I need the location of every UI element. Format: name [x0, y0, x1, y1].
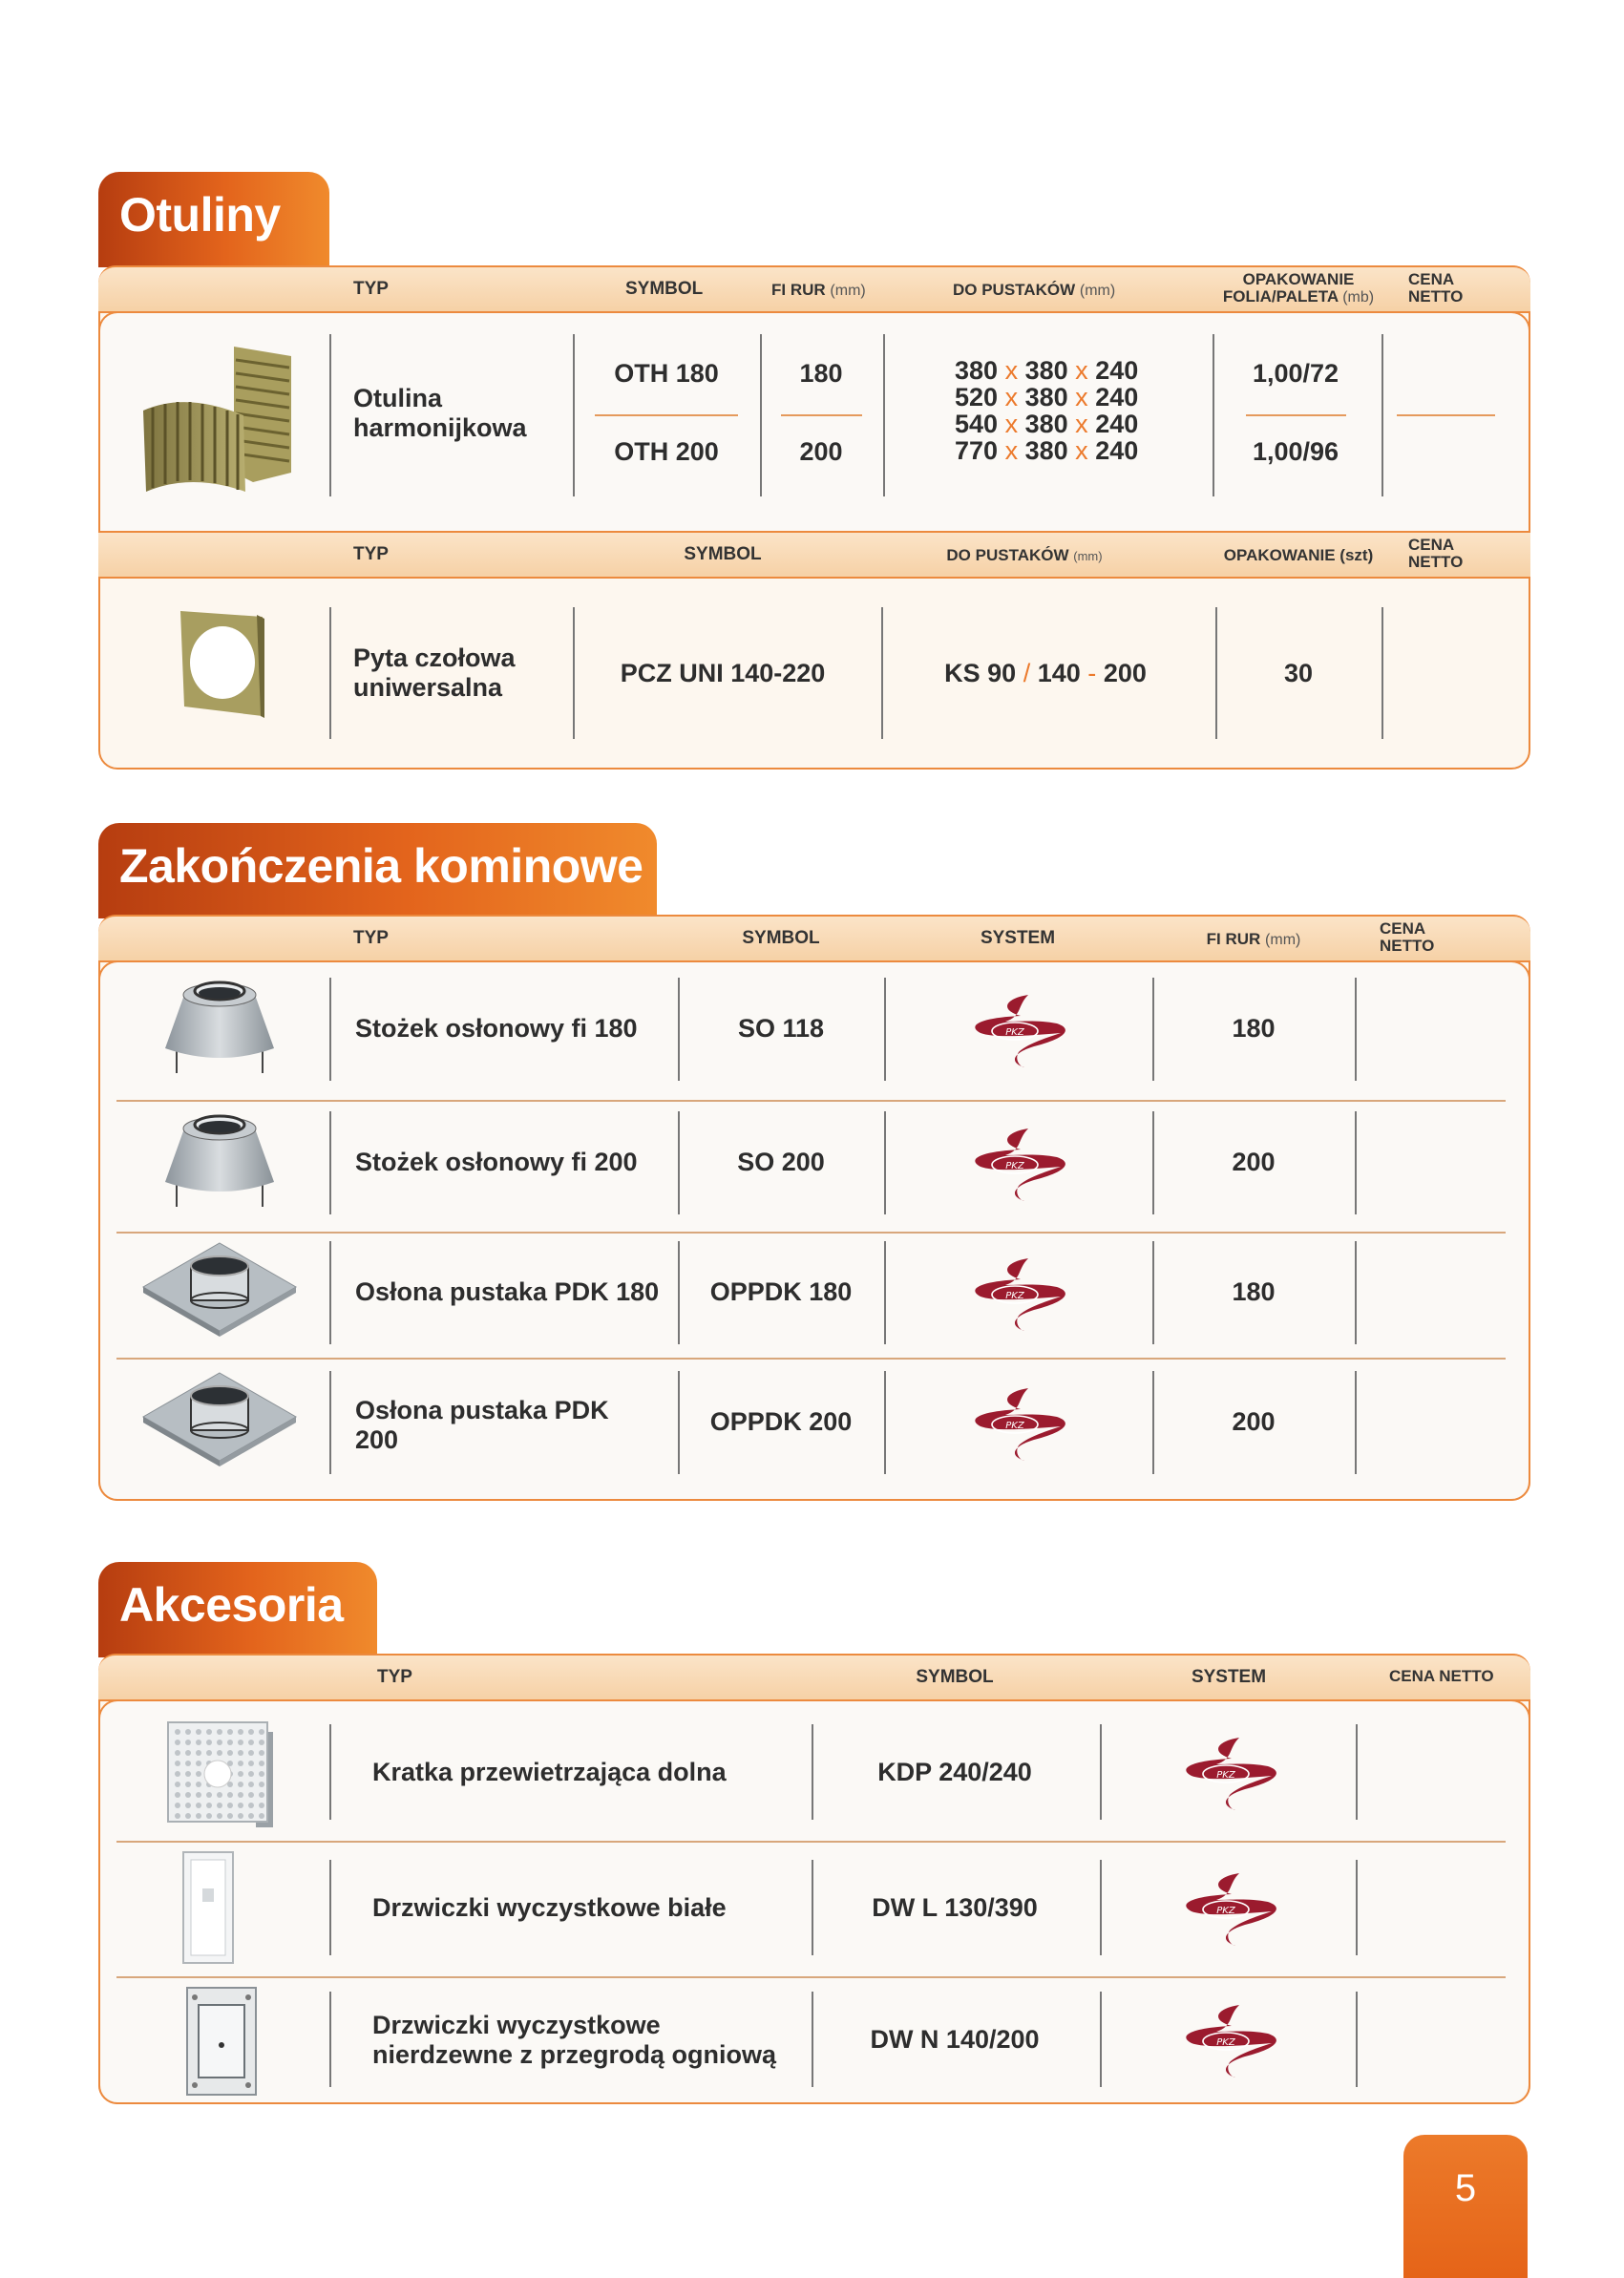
drzwiczki-biale-image	[170, 1850, 246, 1965]
pkz-logo	[961, 1127, 1076, 1203]
section-title-akcesoria: Akcesoria	[98, 1562, 377, 1657]
fi-180: 180	[799, 359, 843, 388]
opakowanie-a: 1,00/72	[1252, 359, 1339, 388]
col-header-typ: TYP	[353, 279, 389, 299]
pkz-logo	[1172, 2003, 1287, 2079]
otulina-harmonijkowa-image	[138, 339, 301, 501]
table-row-symbol: SO 200	[737, 1148, 825, 1176]
kratka-przewietrzajaca-image	[164, 1719, 279, 1833]
col-header-opakowanie: OPAKOWANIE (szt)	[1223, 546, 1374, 564]
col-header-cena: CENA NETTO	[1408, 536, 1464, 571]
col-header-symbol: SYMBOL	[742, 928, 820, 948]
table-row-symbol: OPPDK 180	[709, 1277, 853, 1306]
oslona-pustaka-image	[138, 1367, 301, 1472]
table-row-fi: 180	[1232, 1277, 1276, 1306]
symbol-pcz: PCZ UNI 140-220	[620, 659, 826, 687]
stozek-oslonowy-image	[158, 974, 282, 1079]
table-row-typ: Osłona pustaka PDK 200	[355, 1396, 609, 1454]
drzwiczki-nierdzewne-image	[183, 1984, 260, 2099]
table-row-typ: Drzwiczki wyczystkowe nierdzewne z przegrodą ogniową	[372, 2011, 777, 2069]
typ-otulina: Otulina harmonijkowa	[353, 384, 527, 442]
oslona-pustaka-image	[138, 1237, 301, 1342]
col-header-typ: TYP	[353, 544, 389, 564]
fi-200: 200	[799, 437, 843, 466]
pkz-logo	[961, 1386, 1076, 1463]
col-header-typ: TYP	[353, 928, 389, 948]
col-header-cena: CENA NETTO	[1408, 270, 1464, 306]
table-row-symbol: DW N 140/200	[870, 2025, 1040, 2054]
table-row-typ: Osłona pustaka PDK 180	[355, 1277, 660, 1306]
table-row-fi: 200	[1232, 1148, 1276, 1176]
table-row-symbol: KDP 240/240	[877, 1758, 1032, 1786]
col-header-symbol: SYMBOL	[916, 1667, 994, 1687]
col-header-do-pustakow: DO PUSTAKÓW (mm)	[953, 281, 1116, 299]
table-row-symbol: SO 118	[737, 1014, 825, 1043]
svg-text:PKZ: PKZ	[1005, 1421, 1024, 1431]
table-header	[98, 1654, 1530, 1701]
do-pustakow-list: 380 x 380 x 240 520 x 380 x 240 540 x 380 x 240 770 x 380 x 240	[955, 356, 1139, 465]
opakowanie-30: 30	[1283, 659, 1314, 687]
section-title-otuliny: Otuliny	[98, 172, 329, 267]
table-row-fi: 200	[1232, 1407, 1276, 1436]
col-header-fi-rur: FI RUR (mm)	[1206, 930, 1301, 948]
svg-text:PKZ: PKZ	[1005, 1161, 1024, 1171]
table-row-typ: Kratka przewietrzająca dolna	[372, 1758, 727, 1786]
stozek-oslonowy-image	[158, 1107, 282, 1213]
table-row-symbol: OPPDK 200	[709, 1407, 853, 1436]
col-header-cena: CENA NETTO	[1389, 1667, 1494, 1685]
col-header-do-pustakow: DO PUSTAKÓW (mm)	[946, 546, 1103, 564]
table-row-typ: Stożek osłonowy fi 200	[355, 1148, 638, 1176]
page-number: 5	[1403, 2135, 1528, 2278]
col-header-system: SYSTEM	[1191, 1667, 1267, 1687]
col-header-symbol: SYMBOL	[625, 279, 704, 299]
col-header-cena: CENA NETTO	[1380, 919, 1435, 955]
pkz-logo	[1172, 1871, 1287, 1948]
col-header-system: SYSTEM	[980, 928, 1056, 948]
table-body	[98, 1699, 1530, 2104]
svg-text:PKZ: PKZ	[1005, 1027, 1024, 1038]
table-body	[98, 311, 1530, 533]
svg-text:PKZ: PKZ	[1005, 1291, 1024, 1301]
typ-plyta: Pyta czołowa uniwersalna	[353, 643, 516, 702]
opakowanie-b: 1,00/96	[1252, 437, 1339, 466]
col-header-symbol: SYMBOL	[684, 544, 762, 564]
pkz-logo	[961, 993, 1076, 1069]
table-row-typ: Drzwiczki wyczystkowe białe	[372, 1893, 727, 1922]
do-pustakow-ks: KS 90 / 140 - 200	[944, 659, 1147, 687]
symbol-oth-180: OTH 180	[614, 359, 719, 388]
plyta-czolowa-image	[177, 607, 267, 720]
svg-text:PKZ: PKZ	[1216, 1770, 1235, 1781]
pkz-logo	[961, 1256, 1076, 1333]
symbol-oth-200: OTH 200	[614, 437, 719, 466]
section-title-zakonczenia: Zakończenia kominowe	[98, 823, 657, 918]
table-row-fi: 180	[1232, 1014, 1276, 1043]
col-header-opakowanie: OPAKOWANIE FOLIA/PALETA (mb)	[1222, 270, 1375, 306]
svg-text:PKZ: PKZ	[1216, 1906, 1235, 1916]
table-row-typ: Stożek osłonowy fi 180	[355, 1014, 638, 1043]
table-row-symbol: DW L 130/390	[872, 1893, 1038, 1922]
col-header-typ: TYP	[377, 1667, 412, 1687]
svg-text:PKZ: PKZ	[1216, 2037, 1235, 2048]
col-header-fi-rur: FI RUR (mm)	[771, 281, 866, 299]
pkz-logo	[1172, 1736, 1287, 1812]
